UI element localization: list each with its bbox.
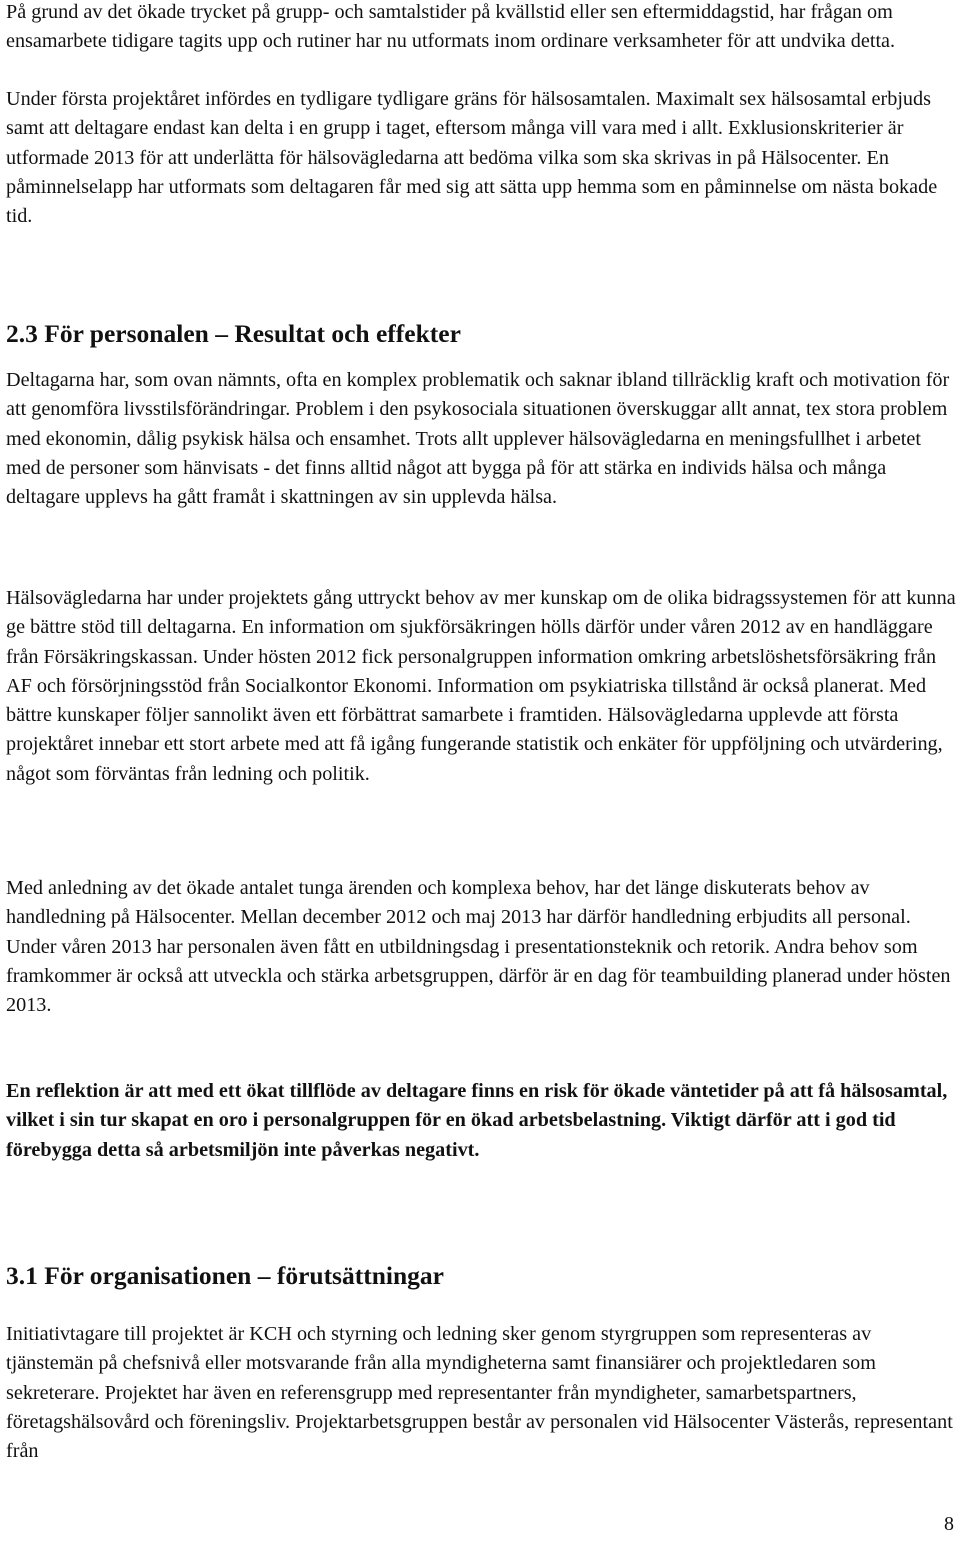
paragraph-deltagarna: Deltagarna har, som ovan nämnts, ofta en komplex problematik och saknar ibland tillräcklig kraft och motivation för att genomföra livsstilsförändringar. Problem i den psykosociala situationen överskuggar allt annat, tex stora problem med ekonomin, dålig psykisk hälsa och ensamhet. Trots allt upplever hälsovägledarna en meningsfullhet i arbetet med de personer som hänvisats - det finns alltid något att bygga på för att stärka en individs hälsa och många deltagare upplevs ha gått framåt i skattningen av sin upplevda hälsa.	[6, 369, 950, 509]
page-number: 8	[944, 1513, 954, 1535]
paragraph-initiativtagare: Initiativtagare till projektet är KCH och styrning och ledning sker genom styrgruppen som representeras av tjänstemän på chefsnivå eller motsvarande från alla myndigheterna samt finansiärer och projektledaren som sekreterare. Projektet har även en referensgrupp med representanter från myndigheter, samarbetspartners, företagshälsovård och föreningsliv. Projektarbetsgruppen består av personalen vid Hälsocenter Västerås, representant från	[6, 1323, 953, 1463]
paragraph-ensamarbete: På grund av det ökade trycket på grupp- och samtalstider på kvällstid eller sen eftermiddagstid, har frågan om ensamarbete tidigare tagits upp och rutiner har nu utformats inom ordinare verksamheter för att undvika detta.	[6, 1, 896, 53]
paragraph-handledning: Med anledning av det ökade antalet tunga ärenden och komplexa behov, har det länge diskuterats behov av handledning på Hälsocenter. Mellan december 2012 och maj 2013 har därför handledning erbjudits all personal. Under våren 2013 har personalen även fått en utbildningsdag i presentationsteknik och retorik. Andra behov som framkommer är också att utveckla och stärka arbetsgruppen, därför är en dag för teambuilding planerad under hösten 2013.	[6, 877, 951, 1017]
section-heading-personalen: 2.3 För personalen – Resultat och effekter	[6, 319, 461, 348]
paragraph-halsosamtal: Under första projektåret infördes en tydligare tydligare gräns för hälsosamtalen. Maximalt sex hälsosamtal erbjuds samt att deltagare endast kan delta i en grupp i taget, eftersom många vill vara med i allt. Exklusionskriterier är utformade 2013 för att underlätta för hälsovägledarna att bedöma vilka som ska skrivas in på Hälsocenter. En påminnelselapp har utformats som deltagaren får med sig att sätta upp hemma som en påminnelse om nästa bokade tid.	[6, 88, 938, 228]
paragraph-kunskap: Hälsovägledarna har under projektets gång uttryckt behov av mer kunskap om de olika bidragssystemen för att kunna ge bättre stöd till deltagarna. En information om sjukförsäkringen hölls därför under våren 2012 av en handläggare från Försäkringskassan. Under hösten 2012 fick personalgruppen information omkring arbetslöshetsförsäkring från AF och försörjningsstöd från Socialkontor Ekonomi. Information om psykiatriska tillstånd är också planerat. Med bättre kunskaper följer sannolikt även ett förbättrat samarbete i framtiden. Hälsovägledarna upplevde att första projektåret innebar ett stort arbete med att få igång fungerande statistik och enkäter för uppföljning och utvärdering, något som förväntas från ledning och politik.	[6, 587, 956, 785]
paragraph-reflektion: En reflektion är att med ett ökat tillflöde av deltagare finns en risk för ökade väntetider på att få hälsosamtal, vilket i sin tur skapat en oro i personalgruppen för en ökad arbetsbelastning. Viktigt därför att i god tid förebygga detta så arbetsmiljön inte påverkas negativt.	[6, 1080, 948, 1161]
section-heading-organisationen: 3.1 För organisationen – förutsättningar	[6, 1261, 444, 1290]
